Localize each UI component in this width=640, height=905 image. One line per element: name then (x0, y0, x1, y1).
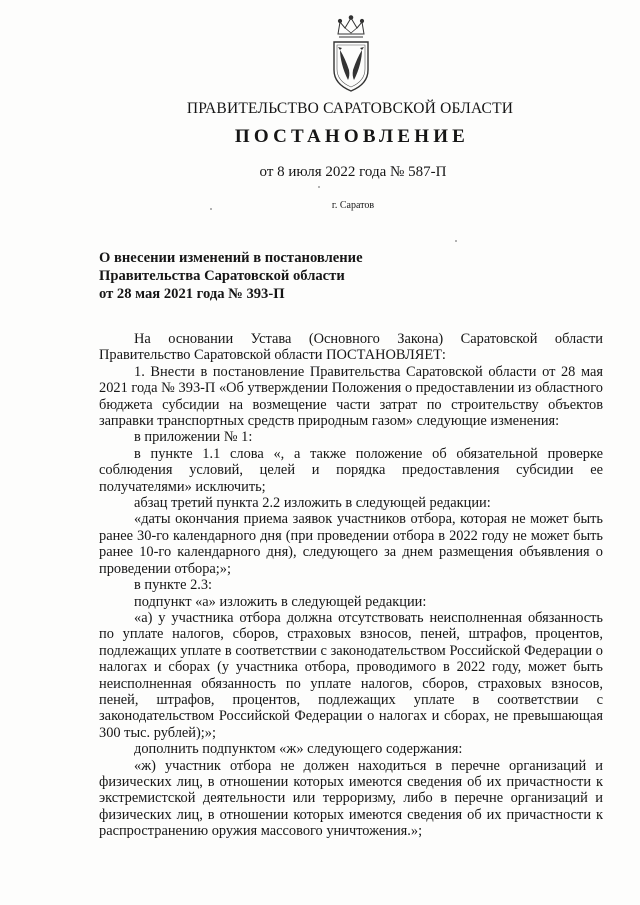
document-date-number: от 8 июля 2022 года № 587-П (259, 164, 447, 180)
document-place: г. Саратов (331, 200, 375, 211)
scan-speck (210, 208, 212, 210)
document-type: ПОСТАНОВЛЕНИЕ (234, 126, 470, 147)
document-subject (99, 249, 419, 303)
body-paragraph: «даты окончания приема заявок участников отбора, которая не может быть ранее 30-го календарного дня (при проведении отбора в 2022 году не может быть ранее 10-го календарного дня), следующего за днем размещения объявления о проведении отбора;»; (99, 511, 603, 577)
subject-line: О внесении изменений в постановление (99, 250, 363, 266)
subject-line: Правительства Саратовской области (99, 268, 345, 284)
body-paragraph: подпункт «а» изложить в следующей редакции: (134, 593, 427, 610)
document-body (99, 331, 603, 840)
saratov-coat-of-arms-icon (328, 14, 374, 94)
body-paragraph: абзац третий пункта 2.2 изложить в следующей редакции: (134, 495, 491, 512)
scan-speck (318, 186, 320, 188)
body-paragraph: в пункте 1.1 слова «, а также положение об обязательной проверке соблюдения условий, целей и порядка предоставления субсидии ее получателями» исключить; (99, 445, 603, 495)
body-paragraph: «а) у участника отбора должна отсутствовать неисполненная обязанность по уплате налогов, сборов, страховых взносов, пеней, штрафов, процентов, подлежащих уплате в соответствии с законодательством Российской Федерации о налогах и сборах (у участника отбора, проводимого в 2022 году, может быть неисполненная обязанность по уплате налогов, сборов, страховых взносов, пеней, штрафов, процентов, подлежащих уплате в соответствии с законодательством Российской Федерации о налогах и сборах, не превышающая 300 тыс. рублей);»; (99, 609, 603, 741)
body-paragraph: дополнить подпунктом «ж» следующего содержания: (134, 741, 463, 758)
subject-line: от 28 мая 2021 года № 393-П (99, 286, 285, 302)
body-paragraph: «ж) участник отбора не должен находиться в перечне организаций и физических лиц, в отношении которых имеются сведения об их причастности к экстремистской деятельности или терроризму, либо в перечне организаций и физических лиц, в отношении которых имеются сведения об их причастности к распространению оружия массового уничтожения.»; (99, 757, 603, 840)
body-paragraph: 1. Внести в постановление Правительства Саратовской области от 28 мая 2021 года № 393-П «Об утверждении Положения о предоставлении из областного бюджета субсидии на возмещение части затрат по строительству объектов заправки транспортных средств природным газом» следующие изменения: (99, 363, 603, 430)
government-name: ПРАВИТЕЛЬСТВО САРАТОВСКОЙ ОБЛАСТИ (186, 100, 514, 117)
body-paragraph: в приложении № 1: (134, 429, 253, 446)
scan-speck (455, 240, 457, 242)
body-paragraph: На основании Устава (Основного Закона) Саратовской области Правительство Саратовской области ПОСТАНОВЛЯЕТ: (99, 331, 603, 364)
body-paragraph: в пункте 2.3: (134, 577, 213, 594)
